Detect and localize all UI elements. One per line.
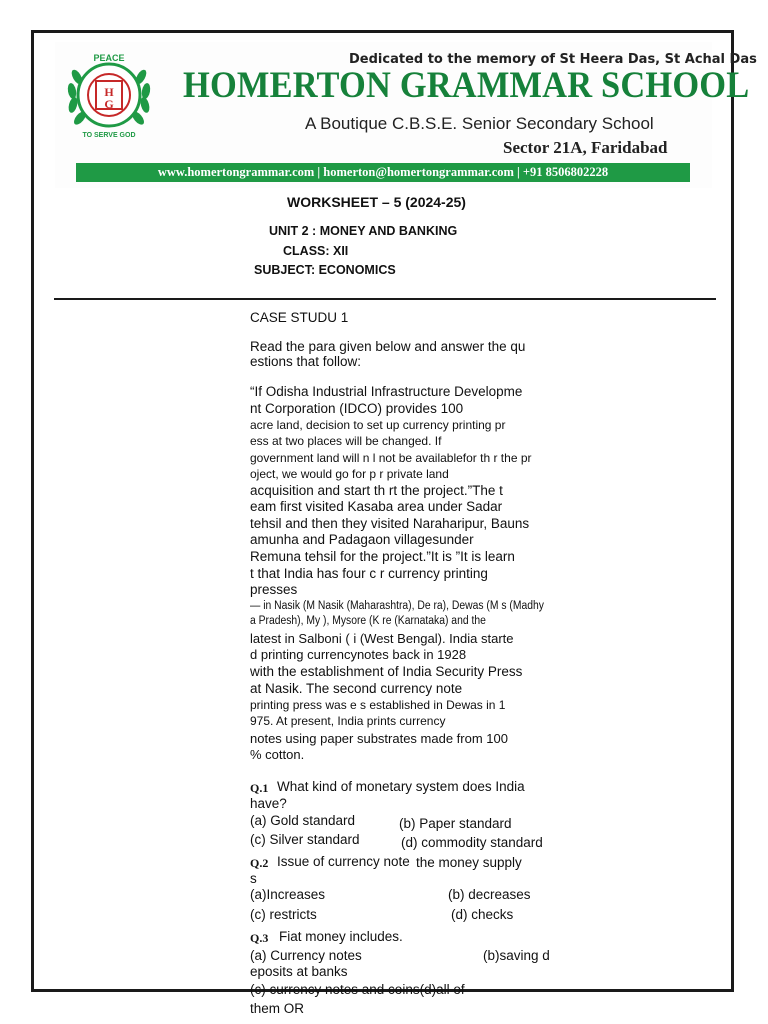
instruction-line: Read the para given below and answer the qu [250, 339, 526, 354]
school-logo [63, 47, 155, 143]
logo-monogram-top: H [104, 85, 114, 99]
case-study-heading: CASE STUDU 1 [250, 310, 349, 325]
option-a: (a)Increases [250, 887, 326, 902]
passage-line: t that India has four c r currency printing [250, 566, 488, 581]
option-b-continued: eposits at banks [250, 964, 348, 979]
school-tagline: A Boutique C.B.S.E. Senior Secondary School [305, 114, 654, 133]
school-location: Sector 21A, Faridabad [503, 138, 668, 157]
option-b: (b) Paper standard [399, 816, 512, 831]
question-text: Issue of currency note [277, 854, 410, 869]
option-d: (d) commodity standard [401, 835, 543, 850]
passage-line: notes using paper substrates made from 100 [250, 731, 508, 746]
logo-bottom-text: TO SERVE GOD [82, 132, 136, 139]
worksheet-title: WORKSHEET – 5 (2024-25) [287, 194, 466, 210]
passage-line: acre land, decision to set up currency printing pr [250, 418, 506, 432]
contact-bar: www.homertongrammar.com | homerton@homertongrammar.com | +91 8506802228 [76, 163, 690, 182]
worksheet-unit: UNIT 2 : MONEY AND BANKING [269, 224, 458, 238]
question-text: s [250, 871, 257, 886]
passage-line: government land will n l not be availablefor th r the pr [250, 451, 532, 465]
header-divider [54, 298, 716, 300]
instruction-line: estions that follow: [250, 354, 362, 369]
option-c: (c) Silver standard [250, 832, 360, 847]
passage-line: a Pradesh), My ), Mysore (K re (Karnataka) and the [250, 615, 486, 627]
passage-line: 975. At present, India prints currency [250, 714, 446, 728]
question-text: What kind of monetary system does India [277, 779, 525, 794]
logo-top-text: PEACE [93, 53, 125, 63]
option-c: (c) currency notes and coins(d)all of [250, 982, 465, 997]
passage-line: — in Nasik (M Nasik (Maharashtra), De ra), Dewas (M s (Madhy [250, 600, 544, 612]
option-c: (c) restricts [250, 907, 317, 922]
option-a: (a) Currency notes [250, 948, 362, 963]
passage-line: at Nasik. The second currency note [250, 681, 463, 696]
passage-line: nt Corporation (IDCO) provides 100 [250, 401, 464, 416]
passage-line: oject, we would go for p r private land [250, 467, 449, 481]
passage-line: printing press was e s established in Dewas in 1 [250, 698, 506, 712]
option-d: them OR [250, 1001, 305, 1016]
question-text: Fiat money includes. [279, 929, 403, 944]
question-text: the money supply [416, 855, 522, 870]
passage-line: % cotton. [250, 747, 305, 762]
passage-line: d printing currencynotes back in 1928 [250, 647, 467, 662]
question-number: Q.1 [250, 781, 269, 795]
option-b: (b)saving d [483, 948, 550, 963]
passage-line: tehsil and then they visited Naraharipur, Bauns [250, 516, 530, 531]
worksheet-subject: SUBJECT: ECONOMICS [254, 263, 396, 277]
question-number: Q.3 [250, 931, 269, 945]
worksheet-class: CLASS: XII [283, 244, 349, 258]
passage-line: latest in Salboni ( i (West Bengal). India starte [250, 631, 514, 646]
option-b: (b) decreases [448, 887, 531, 902]
passage-line: acquisition and start th rt the project.”The t [250, 483, 503, 498]
question-text: have? [250, 796, 287, 811]
passage-line: “If Odisha Industrial Infrastructure Developme [250, 384, 523, 399]
school-name: HOMERTON GRAMMAR SCHOOL [183, 65, 750, 106]
dedication-line: Dedicated to the memory of St Heera Das, St Achal Das [349, 52, 757, 67]
passage-line: Remuna tehsil for the project.”It is ”It is learn [250, 549, 515, 564]
passage-line: amunha and Padagaon villagesunder [250, 532, 474, 547]
option-d: (d) checks [451, 907, 514, 922]
passage-line: with the establishment of India Security Press [250, 664, 523, 679]
option-a: (a) Gold standard [250, 813, 356, 828]
logo-monogram-bottom: G [104, 97, 114, 111]
passage-line: eam first visited Kasaba area under Sadar [250, 499, 503, 514]
passage-line: presses [250, 582, 298, 597]
passage-line: ess at two places will be changed. If [250, 434, 442, 448]
question-number: Q.2 [250, 856, 269, 870]
